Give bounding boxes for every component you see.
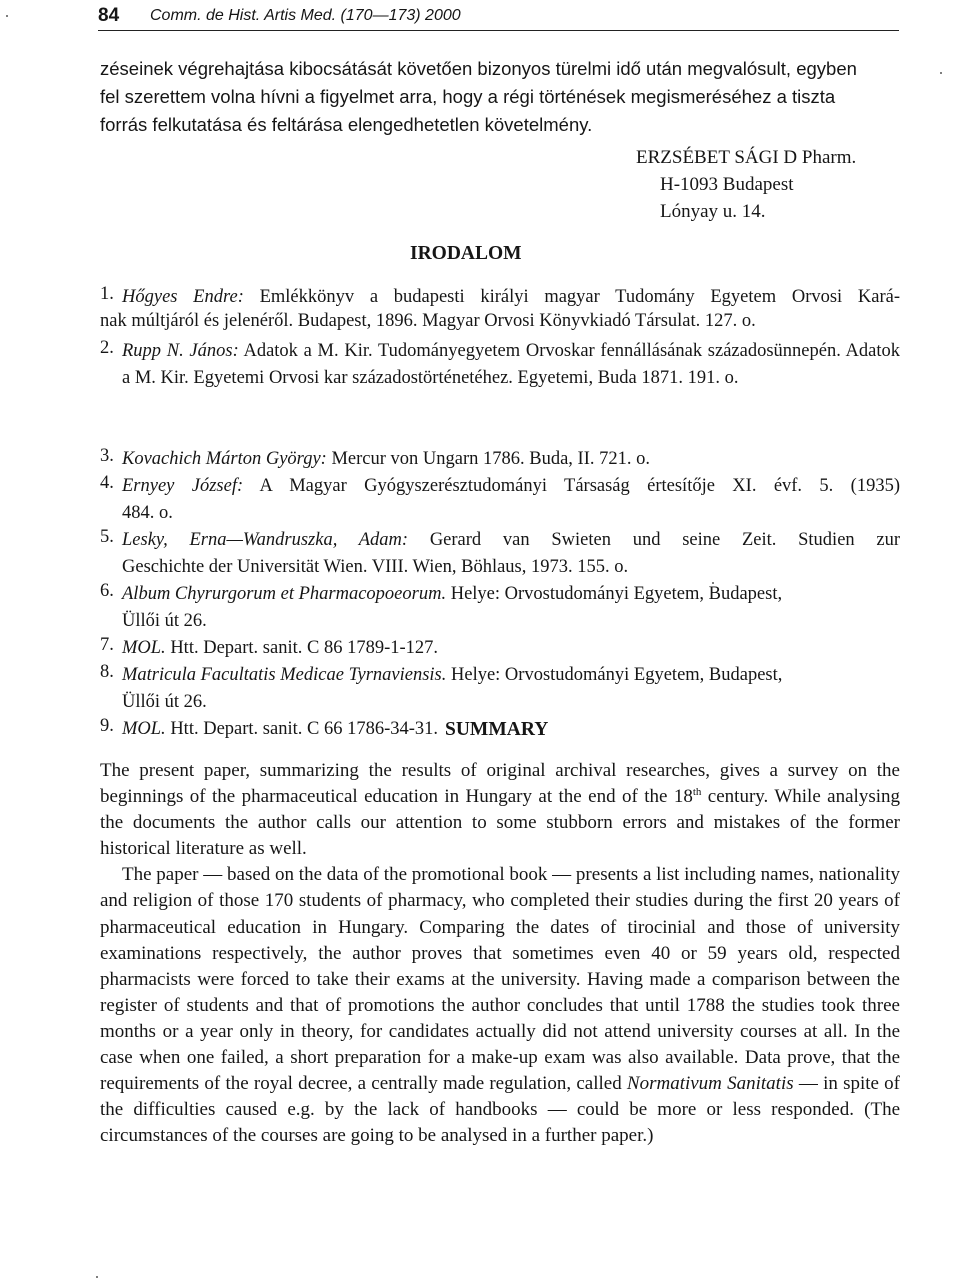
reference-number: 5. <box>100 527 114 547</box>
references-heading: IRODALOM <box>410 243 522 264</box>
ordinal-superscript: th <box>692 786 702 799</box>
summary-paragraph <box>100 758 900 862</box>
summary-text: The present paper, summarizing the results of original archival researches, gives a survey on the beginnings of the pharmaceutical education in Hungary at the end of the 18 <box>100 760 900 808</box>
summary-heading: SUMMARY <box>445 719 549 740</box>
normativum-title: Normativum Sanitatis <box>626 1073 794 1095</box>
page-number: 84 <box>98 5 120 26</box>
reference-text: Geschichte der Universität Wien. VIII. Wien, Böhlaus, 1973. 155. o. <box>122 557 629 577</box>
reference-number: 7. <box>100 635 114 655</box>
reference-number: 3. <box>100 446 114 466</box>
reference-text: Htt. Depart. sanit. C 86 1789-1-127. <box>170 638 439 658</box>
reference-author: Hőgyes Endre: <box>122 287 244 307</box>
reference-text: Htt. Depart. sanit. C 66 1786-34-31. <box>170 719 439 739</box>
reference-number: 4. <box>100 473 114 493</box>
scan-speck <box>6 15 8 17</box>
author-city: H-1093 Budapest <box>660 174 794 195</box>
reference-text: nak múltjáról és jelenéről. Budapest, 1896. Magyar Orvosi Könyvkiadó Társulat. 127. o. <box>100 311 756 331</box>
summary-text: — in spite of the difficulties caused e.g. by the lack of handbooks — could be more or less responded. (The circumstances of the courses are going to be analysed in a further paper.) <box>100 1073 900 1147</box>
reference-text: Üllői út 26. <box>122 611 207 631</box>
intro-line: zéseinek végrehajtása kibocsátását követően bizonyos türelmi idő után megvalósult, egyben <box>100 58 857 79</box>
reference-number: 1. <box>100 284 114 304</box>
intro-line: forrás felkutatása és feltárása elengedhetetlen követelmény. <box>100 114 593 135</box>
reference-author: Ernyey József: <box>122 476 244 496</box>
summary-body <box>100 758 900 1149</box>
intro-line: fel szerettem volna hívni a figyelmet arra, hogy a régi történések megismeréséhez a tiszta <box>100 86 836 107</box>
reference-number: 8. <box>100 662 114 682</box>
reference-number: 2. <box>100 338 114 358</box>
author-street: Lónyay u. 14. <box>660 201 766 222</box>
reference-author: Kovachich Márton György: <box>122 449 327 469</box>
reference-author: Lesky, Erna—Wandruszka, Adam: <box>122 530 409 550</box>
reference-text: Mercur von Ungarn 1786. Buda, II. 721. o. <box>331 449 650 469</box>
scan-speck <box>96 1276 98 1278</box>
reference-text: Gerard van Swieten und seine Zeit. Studien zur <box>429 530 901 550</box>
reference-author: Matricula Facultatis Medicae Tyrnaviensis. <box>122 665 447 685</box>
reference-text: A Magyar Gyógyszerésztudományi Társaság értesítője XI. évf. 5. (1935) <box>259 476 900 496</box>
scan-speck <box>940 72 942 74</box>
scan-speck <box>712 582 714 584</box>
reference-text: 484. o. <box>122 503 173 523</box>
reference-text: Emlékkönyv a budapesti királyi magyar Tudomány Egyetem Orvosi Kará- <box>259 287 900 307</box>
reference-author: MOL. <box>122 719 166 739</box>
reference-author: Rupp N. János: <box>122 341 239 361</box>
reference-number: 6. <box>100 581 114 601</box>
summary-text: century. While analysing the documents the author calls our attention to some stubborn errors and mistakes of the former historical literature as well. <box>100 786 900 860</box>
journal-citation: Comm. de Hist. Artis Med. (170—173) 2000 <box>150 7 461 24</box>
reference-author: MOL. <box>122 638 166 658</box>
reference-text: Helye: Orvostudományi Egyetem, Budapest, <box>451 665 783 685</box>
reference-text: Helye: Orvostudományi Egyetem, Budapest, <box>450 584 783 604</box>
running-header <box>98 4 899 31</box>
author-name: ERZSÉBET SÁGI D Pharm. <box>636 147 857 168</box>
summary-text: The paper — based on the data of the promotional book — presents a list including names, nationality and religion of those 170 students of pharmacy, who completed their studies during the first 20 years of pharmaceutical education in Hungary. Comparing the dates of tirocinial and those of university examinations respectively, the author proves that sometimes even 40 or 59 years old, respected pharmacists were forced to take their exams at the university. Having made a comparison between the register of students and that of promotions the author concludes that until 1788 the studies took three months or a year only in theory, for candidates actually did not attend university courses at all. In the case when one failed, a short preparation for a make-up exam was also available. Data prove, that the requirements of the royal decree, a centrally made regulation, called <box>100 864 900 1095</box>
reference-text: Üllői út 26. <box>122 692 207 712</box>
summary-paragraph <box>100 862 900 1149</box>
reference-text: Adatok a M. Kir. Tudományegyetem Orvoskar fennállásának századosünnepén. Adatok a M. Kir. Egyetemi Orvosi kar századostörténetéhez. Egyetemi, Buda 1871. 191. o. <box>122 341 901 388</box>
reference-number: 9. <box>100 716 114 736</box>
reference-author: Album Chyrurgorum et Pharmacopoeorum. <box>122 584 447 604</box>
